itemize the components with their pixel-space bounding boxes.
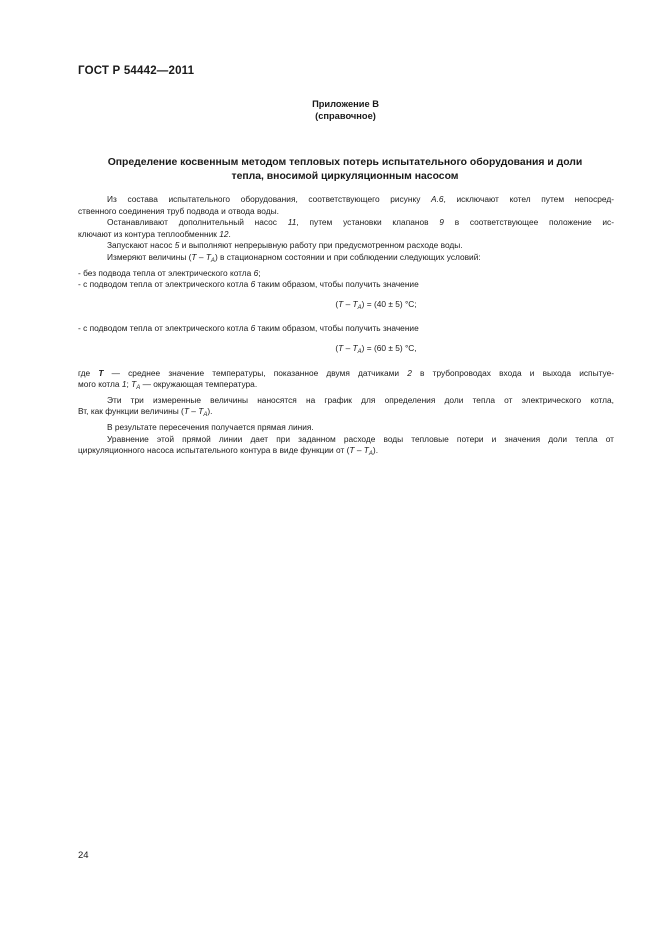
- document-body: [78, 194, 614, 461]
- paragraph-9-line-2: Вт, как функции величины $(T - T_A)$.: [78, 406, 213, 419]
- paragraph-11-line-2: циркуляционного насоса испытательного контура в виде функции от $(T - T_A)$.: [78, 445, 379, 458]
- paragraph-9-line-1: Эти три измеренные величины наносятся на график для определения доли тепла от электрического котла,: [107, 394, 614, 405]
- definitions-line-2: мого котла 1; $T_A$ — окружающая температура.: [78, 379, 258, 392]
- paragraph-1-line-2: ственного соединения труб подвода и отвода воды.: [78, 205, 279, 216]
- section-title-line-2: тепла, вносимой циркуляционным насосом: [231, 171, 459, 182]
- paragraph-1-line-1: Из состава испытательного оборудования, соответствующего рисунку А.6, исключают котел путем непосред-: [107, 194, 614, 204]
- list-item-no-heat: - без подвода тепла от электрического котла 6;: [78, 267, 261, 278]
- paragraph-4: Измеряют величины $(T - T_A)$ в стационарном состоянии и при соблюдении следующих условий:: [107, 251, 481, 264]
- annex-note: (справочное): [315, 111, 376, 121]
- paragraph-3: Запускают насос 5 и выполняют непрерывную работу при предусмотренном расходе воды.: [107, 240, 463, 251]
- definitions-line-1: где T — среднее значение температуры, показанное двумя датчиками 2 в трубопроводах входа и выхода испытуе-: [78, 367, 614, 378]
- paragraph-2-line-1: Останавливают дополнительный насос 11, путем установки клапанов 9 в соответствующее положение ис-: [107, 217, 614, 228]
- formula-40: $(T - T_A) = (40 \pm 5)$ °С;: [335, 298, 417, 311]
- section-title: [80, 156, 610, 184]
- list-item-heat-60: - с подводом тепла от электрического котла 6 таким образом, чтобы получить значение: [78, 323, 419, 334]
- list-item-heat-40: - с подводом тепла от электрического котла 6 таким образом, чтобы получить значение: [78, 279, 419, 290]
- paragraph-10: В результате пересечения получается прямая линия.: [107, 421, 314, 432]
- paragraph-11-line-1: Уравнение этой прямой линии дает при заданном расходе воды тепловые потери и значения доли тепла от: [107, 433, 614, 444]
- section-title-line-1: Определение косвенным методом тепловых потерь испытательного оборудования и доли: [107, 157, 583, 168]
- annex-heading: [0, 98, 661, 122]
- document-code: ГОСТ Р 54442—2011: [78, 65, 195, 77]
- formula-60: $(T - T_A) = (60 \pm 5)$ °С,: [335, 342, 417, 355]
- page-number: 24: [78, 850, 89, 861]
- paragraph-2-line-2: ключают из контура теплообменник 12.: [78, 228, 231, 239]
- annex-title: Приложение В: [312, 99, 379, 109]
